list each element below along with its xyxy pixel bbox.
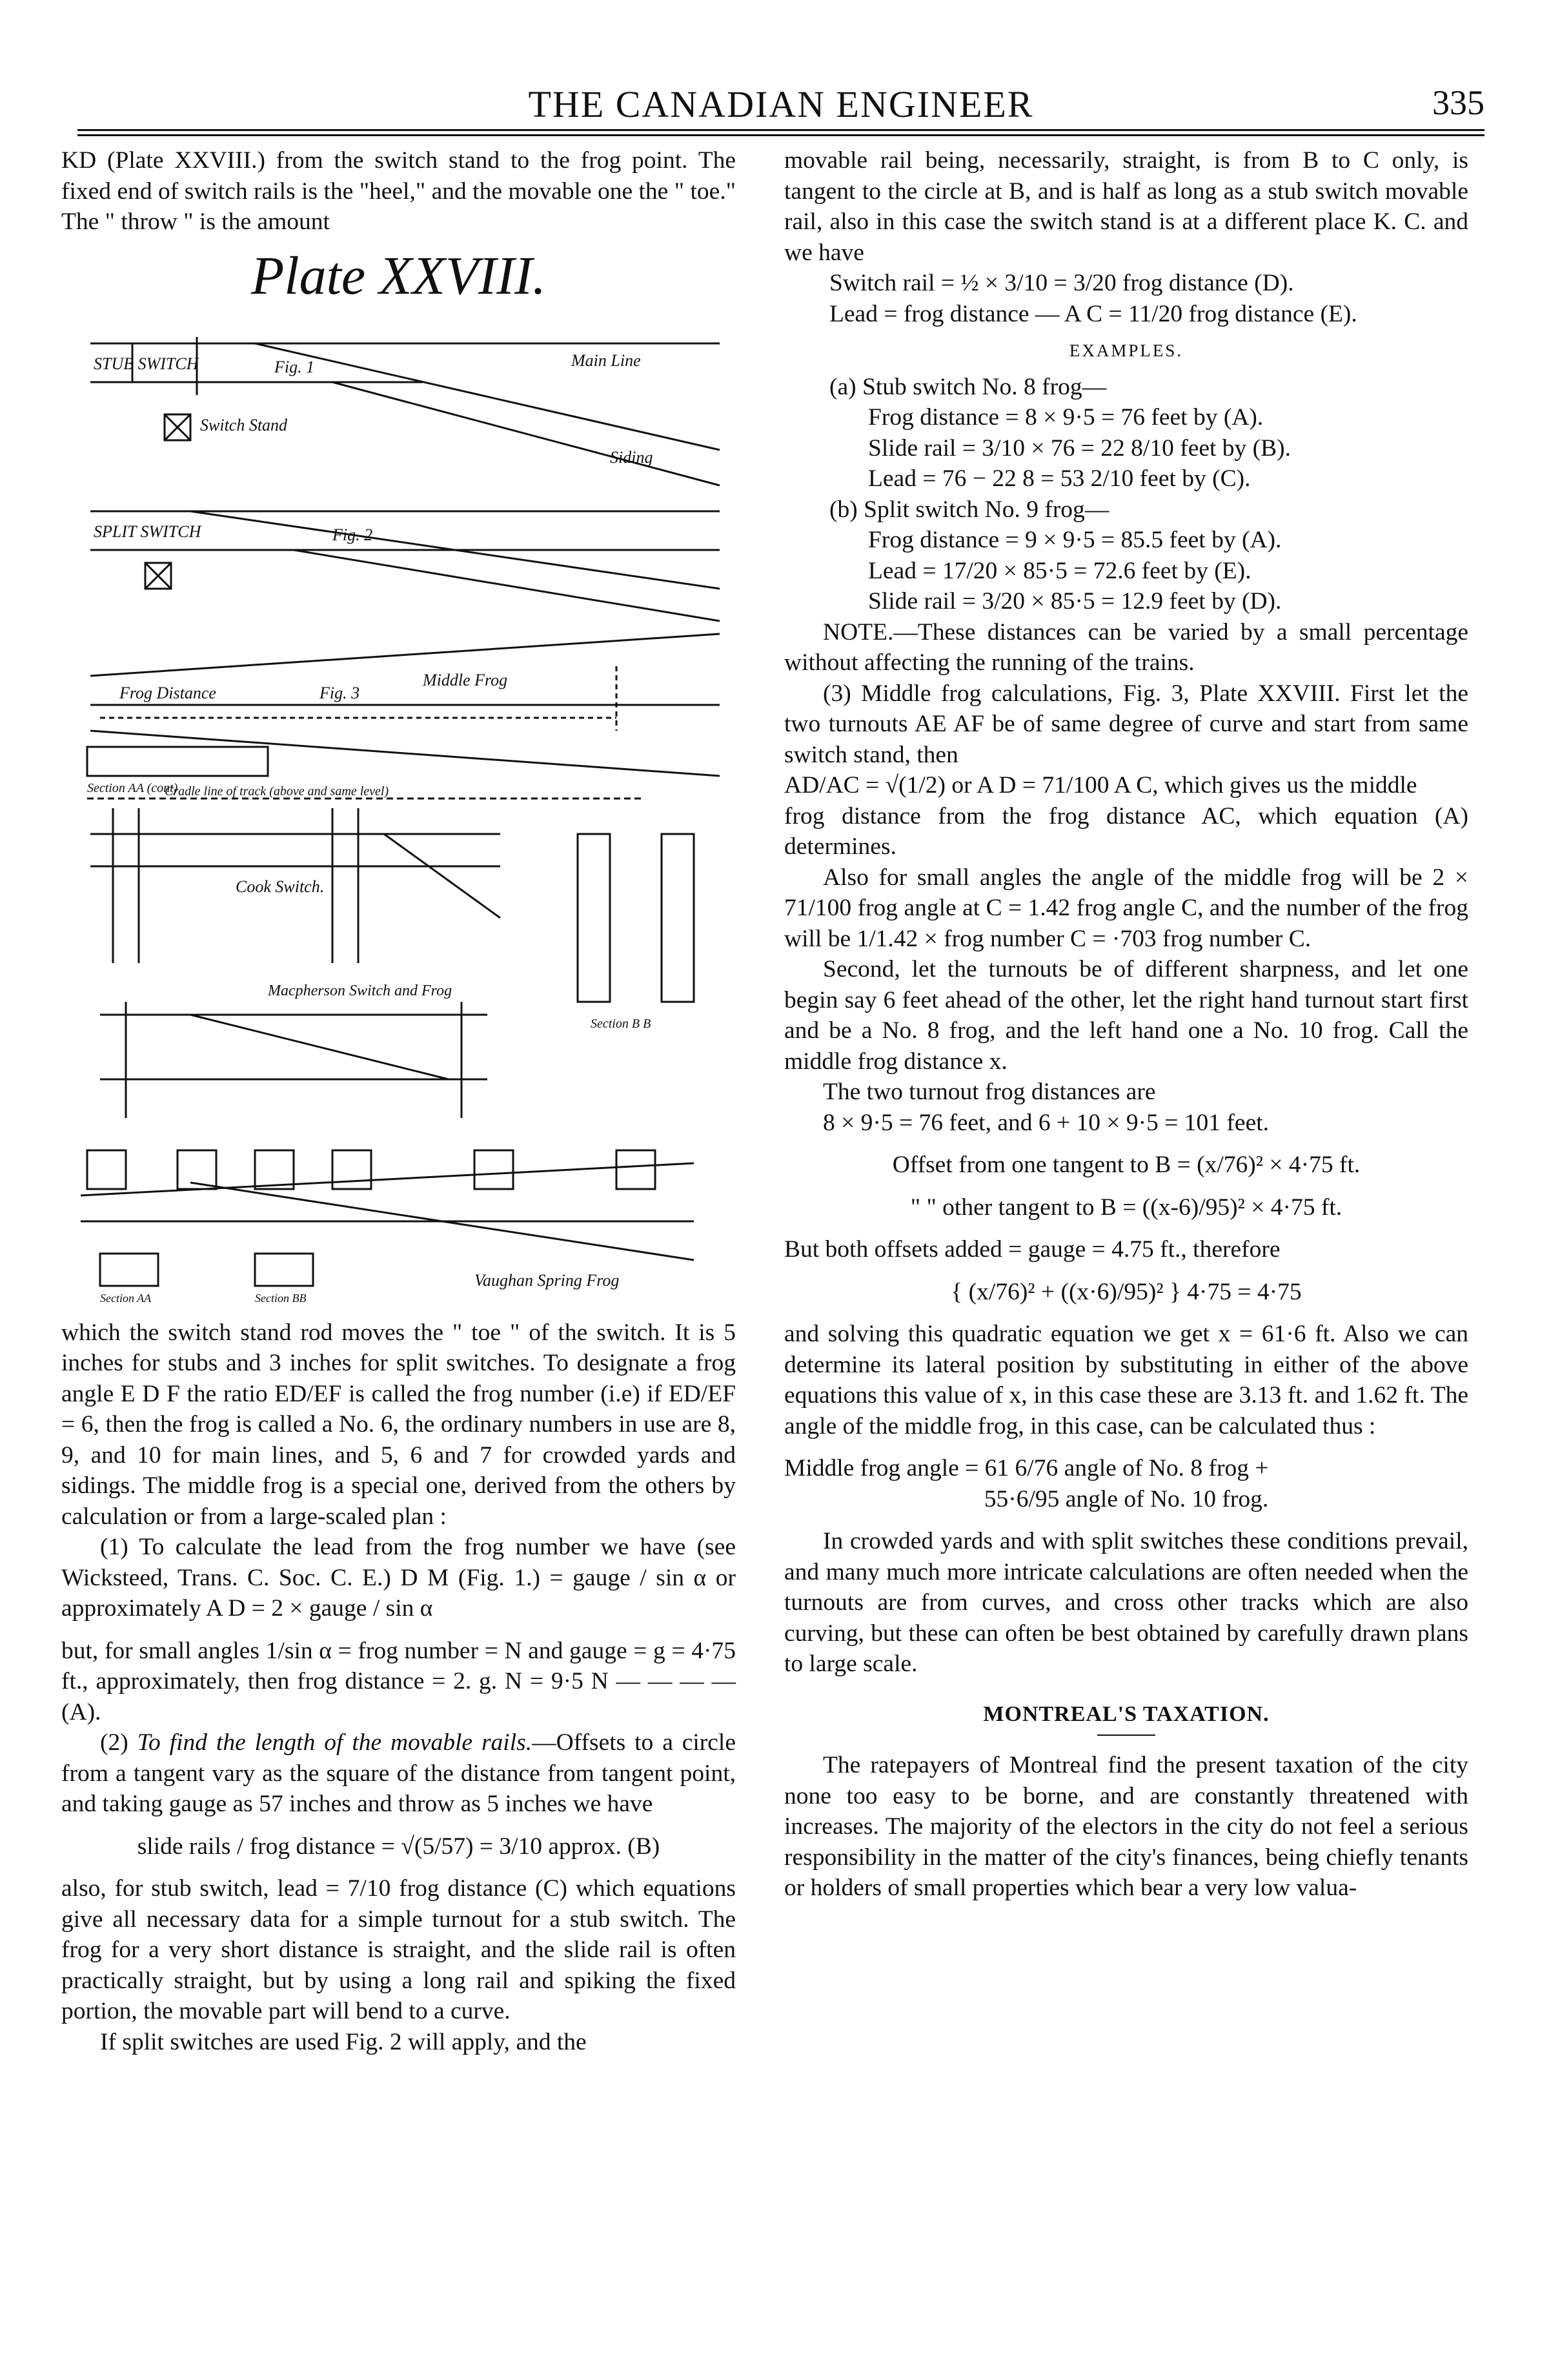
label-cook-switch: Cook Switch. — [236, 877, 325, 896]
paragraph: movable rail being, necessarily, straight, is from B to C only, is tangent to the circle at B, and is half as long as a stub switch movable rail, also in this case the switch stand is at a different place K. C. and we have — [784, 147, 1468, 266]
section-rule — [1097, 1734, 1155, 1736]
equation-offset-1: Offset from one tangent to B = (x/76)² × 4·75 ft. — [892, 1152, 1361, 1178]
example-a-title: (a) Stub switch No. 8 frog— — [829, 373, 1107, 400]
equation-quadratic: { (x/76)² + ((x·6)/95)² } 4·75 = 4·75 — [951, 1278, 1302, 1305]
publication-title: THE CANADIAN ENGINEER — [528, 83, 1034, 125]
paragraph: (3) Middle frog calculations, Fig. 3, Plate XXVIII. First let the two turnouts AE AF be of same degree of curve and start from same switch stand, then — [784, 680, 1468, 768]
example-a-line: Frog distance = 8 × 9·5 = 76 feet by (A). — [868, 404, 1264, 431]
paragraph: which the switch stand rod moves the " toe " of the switch. It is 5 inches for stubs and 3 inches for split switches. To designate a frog angle E D F the ratio ED/EF is called the frog number (i.e) if ED/EF = 6, then the frog is called a No. 6, the ordinary numbers in use are 8, 9, and 10 for main lines, and 5, 6 and 7 for crowded yards and sidings. The middle frog is a special one, derived from the others by calculation or from a large-scaled plan : — [61, 1319, 736, 1530]
equation-e: Lead = frog distance — A C = 11/20 frog distance (E). — [829, 300, 1357, 327]
label-macpherson: Macpherson Switch and Frog — [268, 982, 452, 999]
label-section-aa-2: Section AA — [100, 1291, 152, 1305]
label-frog-distance: Frog Distance — [119, 683, 216, 702]
label-fig2: Fig. 2 — [332, 525, 373, 544]
paragraph: If split switches are used Fig. 2 will apply, and the — [100, 2028, 587, 2055]
switch-diagram — [61, 318, 736, 1308]
paragraph: and solving this quadratic equation we get x = 61·6 ft. Also we can determine its lateral position by substituting in either of the above equations this value of x, in this case these are 3.13 ft. and 1.62 ft. The angle of the middle frog, in this case, can be calculated thus : — [784, 1321, 1468, 1439]
paragraph: Also for small angles the angle of the middle frog will be 2 × 71/100 frog angle at C = 1.42 frog angle C, and the number of the frog will be 1/1.42 × frog number C = ·703 frog number C. — [784, 864, 1468, 952]
page-header — [77, 79, 1484, 130]
example-a-line: Lead = 76 − 22 8 = 53 2/10 feet by (C). — [868, 465, 1251, 492]
left-column — [61, 145, 736, 2057]
paragraph: also, for stub switch, lead = 7/10 frog distance (C) which equations give all necessary data for a simple turnout for a stub switch. The frog for a very short distance is straight, and the slide rail is often practically straight, but by using a long rail and spiking the fixed portion, the movable part will bend to a curve. — [61, 1875, 736, 2024]
header-rule — [77, 129, 1484, 131]
italic-heading: To find the length of the movable rails. — [137, 1729, 532, 1756]
paragraph: 8 × 9·5 = 76 feet, and 6 + 10 × 9·5 = 101 feet. — [823, 1109, 1270, 1136]
label-main-line: Main Line — [571, 351, 641, 370]
paragraph: The ratepayers of Montreal find the present taxation of the city none too easy to be borne, and are constantly threatened with increases. The majority of the electors in the city do not feel a serious responsibility in the matter of the city's finances, being chiefly tenants or holders of small properties which bear a very low valua- — [784, 1752, 1468, 1901]
paragraph: Second, let the turnouts be of different sharpness, and let one begin say 6 feet ahead of the other, let the right hand turnout start first and be a No. 8 frog, and the left hand one a No. 10 frog. Call the middle frog distance x. — [784, 956, 1468, 1075]
paragraph: (1) To calculate the lead from the frog number we have (see Wicksteed, Trans. C. Soc. C. E.) D M (Fig. 1.) = gauge / sin α or approximately A D = 2 × gauge / sin α — [61, 1534, 736, 1622]
label-middle-frog: Middle Frog — [423, 670, 508, 689]
example-b-line: Slide rail = 3/20 × 85·5 = 12.9 feet by (D). — [868, 588, 1282, 615]
paragraph-text: —Offsets to a circle from a tangent vary as the square of the distance from tangent point, and taking gauge as 57 inches and throw as 5 inches we have — [61, 1729, 736, 1817]
paragraph: KD (Plate XXVIII.) from the switch stand to the frog point. The fixed end of switch rails is the "heel," and the movable one the " toe." The " throw " is the amount — [61, 147, 736, 235]
note: NOTE.—These distances can be varied by a small percentage without affecting the running of the trains. — [784, 618, 1468, 676]
label-section-aa: Section AA (cont) — [87, 780, 178, 795]
example-b-line: Lead = 17/20 × 85·5 = 72.6 feet by (E). — [868, 557, 1251, 584]
plate-title: Plate XXVIII. — [250, 245, 547, 306]
label-vaughan: Vaughan Spring Frog — [474, 1270, 620, 1290]
paragraph: But both offsets added = gauge = 4.75 ft., therefore — [784, 1236, 1281, 1263]
header-rule-2 — [77, 134, 1484, 136]
plate-figure — [61, 318, 736, 1308]
equation-b: slide rails / frog distance = √(5/57) = 3/10 approx. (B) — [137, 1833, 660, 1860]
label-fig3: Fig. 3 — [319, 683, 360, 702]
label-cradle: Cradle line of track (above and same level) — [165, 784, 389, 798]
example-b-line: Frog distance = 9 × 9·5 = 85.5 feet by (A). — [868, 527, 1282, 553]
label-section-bb: Section B B — [591, 1016, 651, 1031]
right-column — [784, 145, 1468, 1904]
label-section-bb-2: Section BB — [255, 1291, 307, 1305]
label-stub-switch: STUB SWITCH — [94, 354, 199, 373]
equation-middle-frog-2: 55·6/95 angle of No. 10 frog. — [984, 1485, 1269, 1512]
label-switch-stand: Switch Stand — [200, 415, 288, 434]
paragraph: frog distance from the frog distance AC, which equation (A) determines. — [784, 802, 1468, 860]
paragraph: In crowded yards and with split switches these conditions prevail, and many much more intricate calculations are often needed when the turnouts are from curves, and cross other tracks which are also curving, but these can often be best obtained by carefully drawn plans to large scale. — [784, 1528, 1468, 1677]
page-number: 335 — [1432, 83, 1484, 122]
equation-ad: AD/AC = √(1/2) or A D = 71/100 A C, which gives us the middle — [784, 772, 1417, 798]
equation-middle-frog-1: Middle frog angle = 61 6/76 angle of No. 8 frog + — [784, 1455, 1269, 1481]
equation-d: Switch rail = ½ × 3/10 = 3/20 frog distance (D). — [829, 270, 1294, 296]
section-title: MONTREAL'S TAXATION. — [983, 1702, 1270, 1726]
examples-heading: EXAMPLES. — [1069, 341, 1184, 360]
label-fig1: Fig. 1 — [274, 357, 315, 376]
label-split-switch: SPLIT SWITCH — [94, 522, 201, 541]
example-b-title: (b) Split switch No. 9 frog— — [829, 496, 1109, 523]
paragraph: but, for small angles 1/sin α = frog number = N and gauge = g = 4·75 ft., approximately, then frog distance = 2. g. N = 9·5 N ― ― ― ― (A). — [61, 1637, 736, 1725]
paragraph-number: (2) — [100, 1729, 137, 1756]
equation-offset-2: " " other tangent to B = ((x-6)/95)² × 4·75 ft. — [910, 1194, 1342, 1221]
label-siding: Siding — [610, 447, 653, 467]
example-a-line: Slide rail = 3/10 × 76 = 22 8/10 feet by (B). — [868, 434, 1292, 462]
paragraph: The two turnout frog distances are — [823, 1079, 1156, 1105]
paragraph — [61, 1727, 736, 1820]
